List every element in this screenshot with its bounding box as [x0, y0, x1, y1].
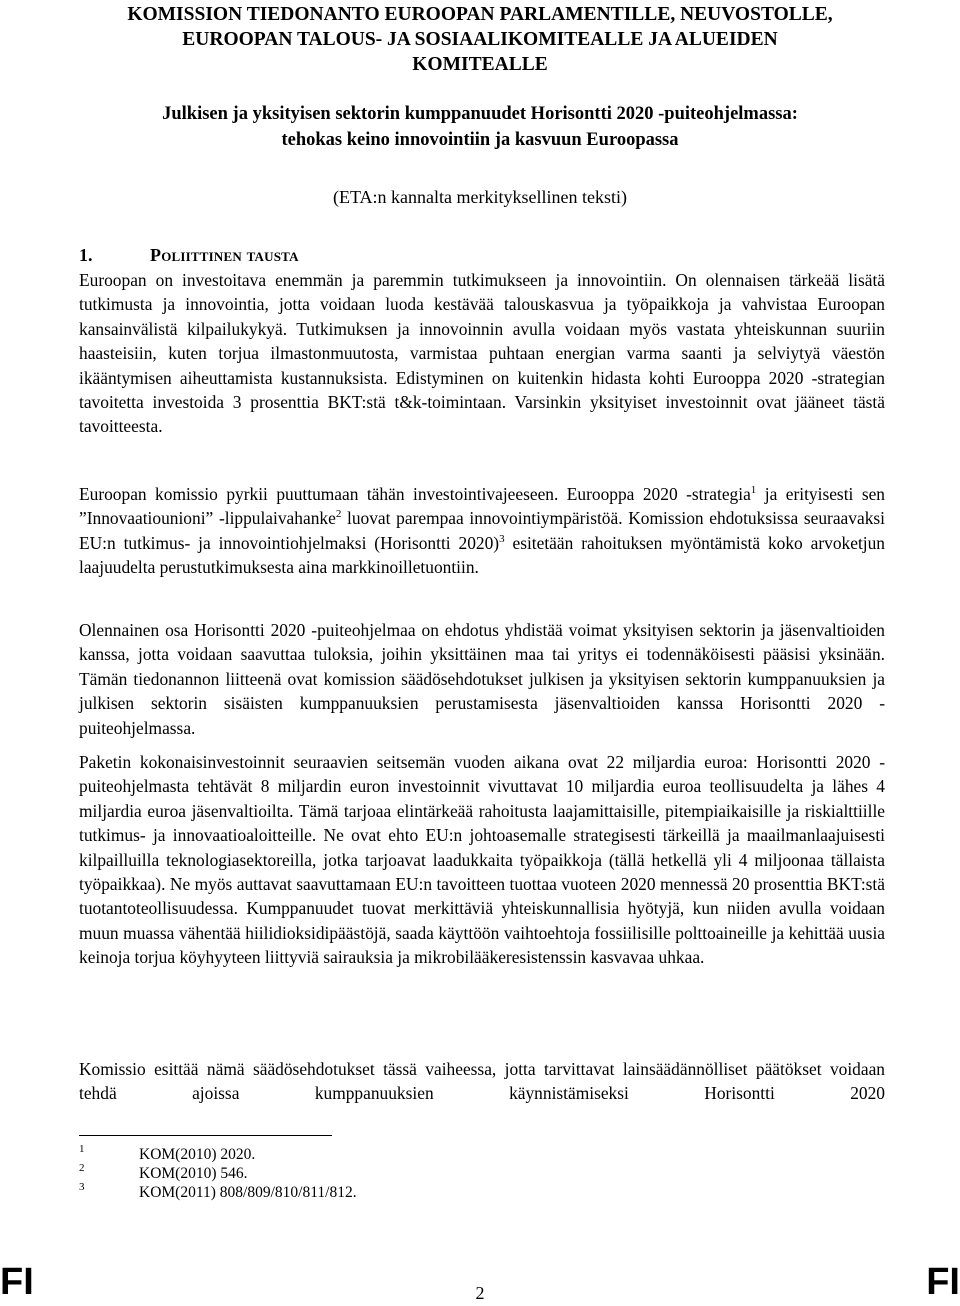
paragraph-2-part-c: luovat parempaa innovointiympäristöä. Komission ehdotuksissa seuraavaksi EU:n tutkimus- ja innovointiohjelmaksi (Horisontti 2020): [79, 508, 885, 553]
paragraph-5: [79, 1057, 885, 1106]
footnote-separator: [79, 1135, 332, 1136]
title-line-3: KOMITEALLE: [412, 54, 548, 75]
document-title: [80, 2, 880, 77]
paragraph-2-part-d: esitetään rahoituksen myöntämistä koko arvoketjun laajuudelta perustutkimuksesta aina markkinoilletuontiin.: [79, 532, 886, 578]
eea-relevance-note: (ETA:n kannalta merkityksellinen teksti): [333, 187, 627, 207]
footnote-number: 1: [79, 1143, 85, 1155]
paragraph-1: [79, 268, 885, 439]
subtitle-line-1: Julkisen ja yksityisen sektorin kumppanuudet Horisontti 2020 -puiteohjelmassa:: [162, 104, 798, 124]
footnote-number: 2: [79, 1162, 85, 1174]
page-number: 2: [475, 1283, 485, 1303]
footnote-ref-2[interactable]: 2: [335, 508, 342, 521]
paragraph-2-text: [79, 482, 885, 580]
paragraph-2-part-a: Euroopan komissio pyrkii puuttumaan tähän investointivajeeseen. Eurooppa 2020 -strategia: [79, 484, 751, 504]
paragraph-4-text: Paketin kokonaisinvestoinnit seuraavien seitsemän vuoden aikana ovat 22 miljardia euroa: Horisontti 2020 -puiteohjelmasta tehtävät 8 miljardin euron investoinnit vivuttavat 10 miljardia euroa teollisuudelta ja lähes 4 miljardia euroa jäsenvaltioilta. Tämä tarjoaa elintärkeää rahoitusta laajamittaisille, pitempiaikaisille ja riskialttiille tutkimus- ja innovaatioaloitteille. Ne ovat ehto EU:n johtoasemalle strategisesti tärkeillä ja maailmanlaajuisesti kilpailluilla teknologiasektoreilla, jotka tarjoavat laadukkaita työpaikkoja (tällä hetkellä yli 4 miljoonaa tällaista työpaikkaa). Ne myös auttavat saavuttamaan EU:n tavoitteen tuottaa vuoteen 2020 mennessä 20 prosenttia BKT:stä tuotantoteollisuudessa. Kumppanuudet tuovat merkittäviä yhteiskunnallisia hyötyjä, kun niiden avulla voidaan muun muassa vähentää hiilidioksidipäästöjä, saada käyttöön vaihtoehtoja fossiilisille polttoaineille ja kehittää uusia keinoja torjua köyhyyteen liittyviä sairauksia ja mikrobilääkeresistenssin kasvavaa uhkaa.: [79, 752, 885, 968]
footnote-item: [79, 1181, 779, 1200]
footer-language-right: FI: [926, 1261, 960, 1303]
footnote-text: KOM(2011) 808/809/810/811/812.: [139, 1184, 357, 1201]
paragraph-1-text: Euroopan on investoitava enemmän ja paremmin tutkimukseen ja innovointiin. On olennaisen tärkeää lisätä tutkimusta ja innovointia, jotta voidaan luoda kestävää talouskasvua ja työpaikkoja ja vahvistaa Euroopan kansainvälistä kilpailukykyä. Tutkimuksen ja innovoinnin avulla voidaan myös vastata yhteiskunnan suuriin haasteisiin, kuten torjua ilmastonmuutosta, varmistaa puhtaan energian varma saanti ja selviytyä väestön ikääntymisen aiheuttamista kustannuksista. Edistyminen on kuitenkin hidasta kohti Eurooppa 2020 -strategian tavoitetta investoida 3 prosenttia BKT:stä t&k-toimintaan. Varsinkin yksityiset investoinnit ovat jääneet tästä tavoitteesta.: [79, 270, 885, 437]
title-line-2: EUROOPAN TALOUS- JA SOSIAALIKOMITEALLE JA ALUEIDEN: [182, 29, 778, 50]
paragraph-2-part-b: ja erityisesti sen ”Innovaatiounioni” -lippulaivahanke: [79, 484, 886, 529]
title-line-1: KOMISSION TIEDONANTO EUROOPAN PARLAMENTILLE, NEUVOSTOLLE,: [127, 4, 833, 25]
footnote-item: [79, 1143, 779, 1162]
paragraph-2: [79, 482, 885, 580]
footer-language-left: FI: [0, 1261, 34, 1303]
footnote-item: [79, 1162, 779, 1181]
footnote-ref-1[interactable]: 1: [750, 484, 757, 496]
footnote-text: KOM(2010) 2020.: [139, 1146, 256, 1163]
subtitle-line-2: tehokas keino innovointiin ja kasvuun Euroopassa: [281, 130, 679, 150]
section-heading: [79, 243, 299, 267]
footnote-number: 3: [79, 1181, 85, 1193]
paragraph-3-text: Olennainen osa Horisontti 2020 -puiteohjelmaa on ehdotus yhdistää voimat yksityisen sektorin ja jäsenvaltioiden kanssa, jotta voidaan saavuttaa tuloksia, joihin yksittäinen maa tai yritys ei todennäköisesti pääsisi yksinään. Tämän tiedonannon liitteenä ovat komission säädösehdotukset julkisen ja yksityisen sektorin kumppanuuksien ja julkisen sektorin sisäisten kumppanuuksien perustamisesta jäsenvaltioiden kanssa Horisontti 2020 -puiteohjelmassa.: [79, 620, 885, 738]
paragraph-4: [79, 750, 885, 970]
paragraph-5-text: Komissio esittää nämä säädösehdotukset tässä vaiheessa, jotta tarvittavat lainsäädännölliset päätökset voidaan tehdä ajoissa kumppanuuksien käynnistämiseksi Horisontti 2020: [79, 1059, 885, 1104]
footnote-ref-3[interactable]: 3: [499, 532, 505, 545]
section-number: 1.: [79, 245, 93, 265]
section-title: Poliittinen tausta: [150, 245, 299, 265]
paragraph-3: [79, 618, 885, 740]
footnote-text: KOM(2010) 546.: [139, 1165, 248, 1182]
document-subtitle: [80, 101, 880, 153]
footnotes: [79, 1143, 779, 1200]
